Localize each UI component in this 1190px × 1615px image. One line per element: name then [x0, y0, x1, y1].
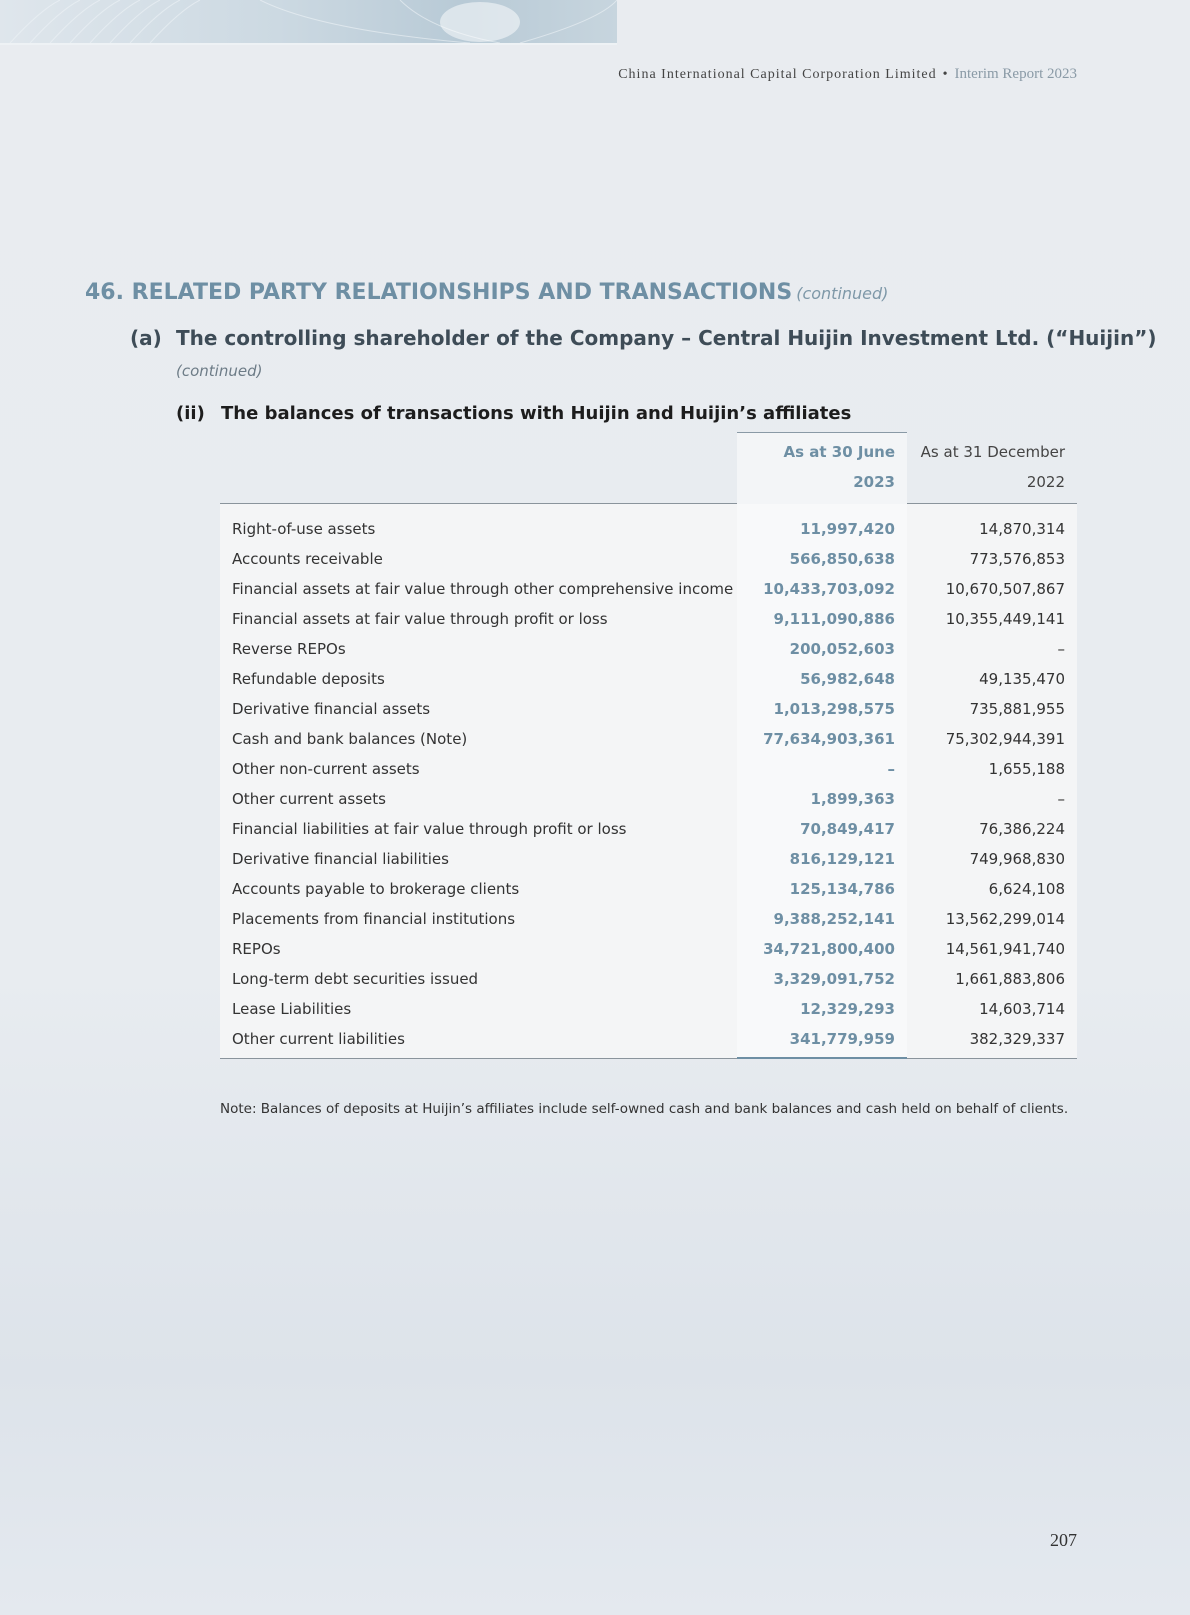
header-2022-line2: 2022	[1026, 473, 1065, 491]
value-2022: 10,355,449,141	[945, 610, 1065, 628]
table-row	[220, 964, 1077, 994]
table-row	[220, 784, 1077, 814]
value-2022: 773,576,853	[969, 550, 1065, 568]
header-2022-line1: As at 31 December	[920, 443, 1065, 461]
subsection-number: (a)	[130, 326, 162, 350]
value-2022: 1,661,883,806	[955, 970, 1065, 988]
value-2023: 566,850,638	[789, 550, 895, 568]
section-title: RELATED PARTY RELATIONSHIPS AND TRANSACTIONS	[131, 280, 793, 305]
row-label: REPOs	[232, 940, 281, 958]
value-2023: 341,779,959	[789, 1030, 895, 1048]
table-row	[220, 994, 1077, 1024]
table-row	[220, 814, 1077, 844]
header-2023-line1: As at 30 June	[783, 443, 895, 461]
table-row	[220, 514, 1077, 544]
value-2023: 56,982,648	[800, 670, 895, 688]
table-row	[220, 694, 1077, 724]
table-row	[220, 634, 1077, 664]
value-2022: 14,603,714	[979, 1000, 1065, 1018]
page-number: 207	[1050, 1530, 1077, 1550]
value-2023: 12,329,293	[800, 1000, 895, 1018]
value-2022: 14,870,314	[979, 520, 1065, 538]
row-label: Financial assets at fair value through other comprehensive income	[232, 580, 734, 598]
subsection-continued: (continued)	[176, 362, 263, 380]
subsubsection-number: (ii)	[176, 403, 205, 424]
table-row	[220, 934, 1077, 964]
row-label: Accounts receivable	[232, 550, 383, 568]
section-number: 46.	[85, 280, 124, 305]
value-2022: 749,968,830	[969, 850, 1065, 868]
value-2023: 10,433,703,092	[763, 580, 895, 598]
value-2023: 816,129,121	[789, 850, 895, 868]
value-2023: –	[887, 760, 895, 778]
table-row	[220, 904, 1077, 934]
table-row	[220, 724, 1077, 754]
value-2023: 34,721,800,400	[763, 940, 895, 958]
row-label: Derivative financial assets	[232, 700, 431, 718]
table-row	[220, 604, 1077, 634]
value-2022: 6,624,108	[988, 880, 1065, 898]
value-2022: 13,562,299,014	[945, 910, 1065, 928]
value-2023: 70,849,417	[800, 820, 895, 838]
separator: •	[942, 67, 949, 82]
value-2023: 9,388,252,141	[773, 910, 895, 928]
table-row	[220, 874, 1077, 904]
table-note: Note: Balances of deposits at Huijin’s affiliates include self-owned cash and bank balances and cash held on behalf of clients.	[220, 1101, 1069, 1117]
table-row	[220, 754, 1077, 784]
report-title: Interim Report 2023	[954, 66, 1077, 82]
section-heading	[85, 280, 888, 305]
value-2022: 14,561,941,740	[945, 940, 1065, 958]
row-label: Long-term debt securities issued	[232, 970, 479, 988]
header-2022	[907, 437, 1065, 497]
balances-table	[220, 432, 1077, 1059]
value-2022: 49,135,470	[979, 670, 1065, 688]
value-2022: –	[1057, 790, 1065, 808]
value-2023: 3,329,091,752	[773, 970, 895, 988]
row-label: Other current assets	[232, 790, 386, 808]
table-body	[220, 504, 1077, 1059]
company-name: China International Capital Corporation Limited	[618, 67, 937, 82]
header-2023	[737, 437, 895, 497]
value-2022: –	[1057, 640, 1065, 658]
row-label: Financial assets at fair value through profit or loss	[232, 610, 608, 628]
value-2022: 10,670,507,867	[945, 580, 1065, 598]
section-continued: (continued)	[796, 284, 889, 303]
row-label: Lease Liabilities	[232, 1000, 352, 1018]
row-label: Reverse REPOs	[232, 640, 346, 658]
decorative-banner	[0, 0, 617, 45]
row-label: Derivative financial liabilities	[232, 850, 449, 868]
value-2023: 1,013,298,575	[773, 700, 895, 718]
value-2023: 200,052,603	[789, 640, 895, 658]
value-2022: 76,386,224	[979, 820, 1065, 838]
header-2023-line2: 2023	[853, 473, 895, 491]
value-2023: 9,111,090,886	[773, 610, 895, 628]
table-row	[220, 574, 1077, 604]
row-label: Accounts payable to brokerage clients	[232, 880, 520, 898]
row-label: Financial liabilities at fair value through profit or loss	[232, 820, 627, 838]
table-header	[220, 432, 1077, 504]
value-2022: 75,302,944,391	[945, 730, 1065, 748]
row-label: Other non-current assets	[232, 760, 420, 778]
row-label: Refundable deposits	[232, 670, 385, 688]
table-row	[220, 544, 1077, 574]
value-2022: 735,881,955	[969, 700, 1065, 718]
running-header	[618, 66, 1077, 83]
row-label: Other current liabilities	[232, 1030, 405, 1048]
row-label: Placements from financial institutions	[232, 910, 516, 928]
table-row	[220, 664, 1077, 694]
value-2023: 77,634,903,361	[763, 730, 895, 748]
value-2022: 382,329,337	[969, 1030, 1065, 1048]
value-2023: 125,134,786	[789, 880, 895, 898]
subsection-title: The controlling shareholder of the Company – Central Huijin Investment Ltd. (“Huijin”)	[176, 326, 1157, 350]
row-label: Cash and bank balances (Note)	[232, 730, 468, 748]
subsubsection-heading	[176, 403, 851, 424]
subsubsection-title: The balances of transactions with Huijin and Huijin’s affiliates	[221, 403, 852, 424]
table-row	[220, 844, 1077, 874]
banner-pattern-icon	[0, 0, 617, 43]
value-2023: 11,997,420	[800, 520, 895, 538]
table-row	[220, 1024, 1077, 1054]
row-label: Right-of-use assets	[232, 520, 376, 538]
subsection-heading	[130, 326, 1157, 350]
value-2022: 1,655,188	[988, 760, 1065, 778]
value-2023: 1,899,363	[810, 790, 895, 808]
